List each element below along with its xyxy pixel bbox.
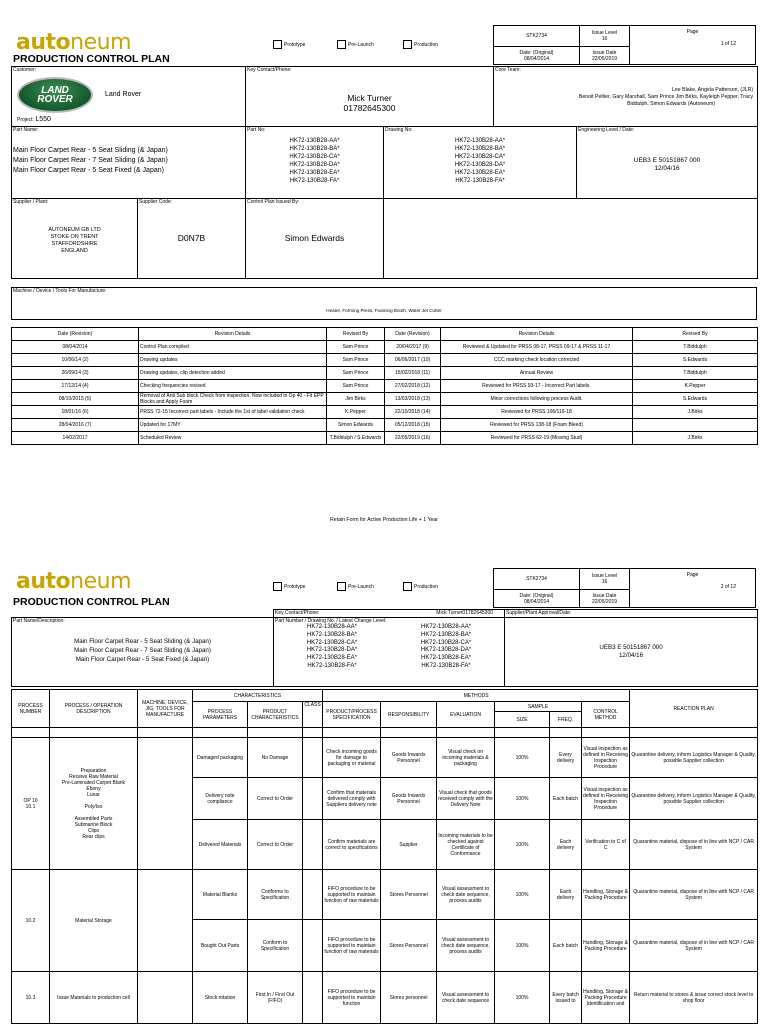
checkbox-icon — [403, 40, 412, 49]
machine-cell — [138, 972, 193, 1024]
stk-number: STK2734 — [494, 569, 580, 590]
drawing-no-list — [385, 137, 575, 186]
machine-cell — [138, 738, 193, 870]
control-plan-cell: Supplier — [381, 820, 437, 870]
revision-cell: 13/03/2018 (13) — [385, 393, 441, 406]
control-plan-row — [12, 870, 758, 920]
control-plan-cell: Goods Inwards Personnel — [381, 738, 437, 778]
prototype-checkbox[interactable]: Prototype — [273, 582, 305, 591]
contact-phone: 01782645300 — [343, 103, 396, 114]
revision-cell: Reviewed & Updated for PRSS 08-17, PRSS 09-17 & PRSS 11-17 — [441, 341, 633, 354]
col-freq: FREQ. — [550, 712, 582, 728]
revision-cell: CCC marking check location corrected — [441, 354, 633, 367]
page-number: 1 of 12 — [720, 41, 736, 47]
part-no-list — [247, 137, 382, 186]
revision-cell: J.Birks — [633, 432, 758, 445]
drawing-no: HK72-130B28-BA* — [455, 146, 506, 153]
autoneum-logo: autoneum — [16, 569, 131, 594]
revision-row — [12, 393, 758, 406]
control-plan-cell: Handling, Storage & Packing Procedure — [582, 870, 630, 920]
control-plan-cell: 100% — [495, 972, 550, 1024]
project-label: Project: — [17, 117, 34, 123]
issued-by-label: Control Plan Issued By: — [247, 199, 300, 205]
issued-by: Simon Edwards — [284, 233, 345, 243]
process-number: OP 10 10.1 — [12, 738, 50, 870]
control-plan-cell: FIFO procedure to be supported to maintain function of raw materials — [323, 870, 381, 920]
revision-cell: 22/05/2019 (16) — [385, 432, 441, 445]
part-no: HK72-130B28-CA* — [289, 154, 340, 161]
contact-label: Key Contact/Phone: — [247, 67, 292, 73]
control-plan-cell: No Damage — [248, 738, 303, 778]
control-plan-cell: Each batch — [550, 778, 582, 820]
revision-cell: Drawing updates, clip detection added — [139, 367, 327, 380]
revision-row — [12, 341, 758, 354]
revision-header-cell: Revised By — [327, 328, 385, 341]
approval-label: Supplier/Plant Approval/Date: — [506, 610, 572, 616]
revision-cell: 10/06/14 (2) — [12, 354, 139, 367]
process-number: 10.2 — [12, 870, 50, 972]
control-plan-row — [12, 920, 758, 972]
issue-level-label: Issue Level — [591, 30, 618, 36]
revision-table — [11, 327, 758, 445]
control-plan-cell: Each delivery — [550, 820, 582, 870]
revision-cell: 27/02/2018 (12) — [385, 380, 441, 393]
control-plan-cell: Visual check on incoming materials & packaging — [437, 738, 495, 778]
part-no: HK72-130B28-EA* — [289, 170, 340, 177]
revision-cell: K.Pepper — [327, 406, 385, 419]
revision-cell: T.Biddulph — [633, 341, 758, 354]
control-plan-cell: Quarantine material, dispose of in line with NCP / CAR System — [630, 820, 758, 870]
part-name-label: Part Name: — [13, 127, 39, 133]
revision-cell: Simon Edwards — [327, 419, 385, 432]
issue-date: 22/05/2019 — [591, 55, 618, 62]
col-reaction: REACTION PLAN — [630, 690, 758, 728]
control-plan-cell: Quarantine delivery, inform Logistics Manager & Quality, possible Supplier collection — [630, 778, 758, 820]
revision-cell: 20/04/2017 (9) — [385, 341, 441, 354]
revision-row — [12, 354, 758, 367]
sample-header: SAMPLE — [495, 702, 582, 712]
col-spec: PRODUCT/PROCESS SPECIFICATION — [323, 702, 381, 728]
date-original: 08/04/2014 — [523, 55, 550, 62]
control-plan-cell: Each delivery — [550, 870, 582, 920]
doc-info-table — [493, 25, 756, 65]
control-plan-cell: 100% — [495, 870, 550, 920]
control-plan-cell: Confirm that materials delivered comply with Suppliers delivery note — [323, 778, 381, 820]
control-plan-cell: Correct to Order — [248, 778, 303, 820]
core-team-line: Lee Blake, Angela Patterson, (JLR) — [672, 87, 754, 93]
revision-header-cell: Revised By — [633, 328, 758, 341]
contact-name: Mick Turner — [347, 93, 392, 103]
drawing-no: HK72-130B28-EA* — [455, 170, 506, 177]
revision-row — [12, 367, 758, 380]
control-plan-cell: 100% — [495, 920, 550, 972]
col-proc-params: PROCESS PARAMETERS — [193, 702, 248, 728]
customer-label: Customer: — [13, 67, 37, 73]
revision-cell: Sam Prince — [327, 367, 385, 380]
part-name-list: Main Floor Carpet Rear - 5 Seat Sliding (& Japan) Main Floor Carpet Rear - 7 Seat Sliding (& Japan) Main Floor Carpet Rear - 5 Seat Fixed (& Japan) — [74, 638, 211, 663]
prototype-checkbox[interactable]: Prototype — [273, 40, 305, 49]
issue-level-label: Issue Level — [591, 573, 618, 579]
process-description: Material Storage — [50, 870, 138, 972]
checkbox-icon — [337, 582, 346, 591]
date-original: 08/04/2014 — [523, 598, 550, 605]
revision-header-row — [12, 328, 758, 341]
revision-cell: Sam Prince — [327, 354, 385, 367]
control-plan-cell — [303, 778, 323, 820]
revision-cell: 15/02/2018 (11) — [385, 367, 441, 380]
col-process-number: PROCESS NUMBER — [12, 690, 50, 728]
control-plan-cell: Delivery note compliance — [193, 778, 248, 820]
revision-cell — [633, 419, 758, 432]
revision-cell: Reviewed for PRSS 106/116-18 — [441, 406, 633, 419]
machine-cell — [138, 870, 193, 972]
drawing-no: HK72-130B28-FA* — [455, 178, 505, 185]
land-rover-logo: LAND ROVER — [17, 77, 93, 113]
autoneum-logo: autoneum — [16, 30, 131, 55]
control-plan-cell: Check incoming goods for damage to packaging or material — [323, 738, 381, 778]
col-class: CLASS — [303, 702, 323, 728]
control-plan-cell: Return material to stores & issue correct stock level to shop floor — [630, 972, 758, 1024]
control-plan-cell: First In / First Out (FIFO) — [248, 972, 303, 1024]
machine-list: Heater, Forming Press, Foaming Booth, Water Jet Cutter — [326, 308, 442, 313]
part-no: HK72-130B28-FA* — [289, 178, 340, 185]
core-team-line: Biddulph, Simon Edwards (Autoneum) — [627, 101, 716, 108]
revision-cell: T.Biddulph — [633, 367, 758, 380]
methods-header: METHODS — [323, 690, 630, 702]
control-plan-row — [12, 972, 758, 1024]
control-plan-cell: Delivered Materials — [193, 820, 248, 870]
drawing-no: HK72-130B28-DA* — [454, 162, 506, 169]
supplier-code-label: Supplier Code: — [139, 199, 173, 205]
core-team-label: Core Team: — [495, 67, 521, 73]
control-plan-cell: Confirm materials are correct to specifications — [323, 820, 381, 870]
revision-row — [12, 380, 758, 393]
control-plan-cell: Handling, Storage & Packing Procedure Identification and — [582, 972, 630, 1024]
revision-header-cell: Date (Revision) — [385, 328, 441, 341]
control-plan-cell: Quarantine material, dispose of in line with NCP / CAR System — [630, 870, 758, 920]
revision-cell: Scheduled Review — [139, 432, 327, 445]
col-prod-chars: PRODUCT CHARACTERISTICS — [248, 702, 303, 728]
revision-cell: PRSS 72-15 Incorrect part labels - Include the 1st of label validation check — [139, 406, 327, 419]
revision-cell: Sam Prince — [327, 341, 385, 354]
control-plan-cell: Bought Out Parts — [193, 920, 248, 972]
issue-level: 16 — [601, 36, 608, 42]
revision-header-cell: Revision Details — [441, 328, 633, 341]
project-code: L550 — [35, 116, 51, 123]
eng-date: 12/04/16 — [654, 165, 680, 173]
control-plan-cell: 100% — [495, 820, 550, 870]
revision-cell: Reviewed for PRSS 138-18 (Foam Bleed) — [441, 419, 633, 432]
control-plan-cell — [303, 920, 323, 972]
part-desc-label: Part Name/Description: — [13, 618, 65, 624]
control-plan-cell: Visual check that goods received comply with the Delivery Note — [437, 778, 495, 820]
control-plan-row — [12, 778, 758, 820]
control-plan-cell — [303, 738, 323, 778]
issue-level: 16 — [601, 579, 608, 585]
revision-header-cell: Revision Details — [139, 328, 327, 341]
stk-number: STK2734 — [494, 26, 580, 47]
supplier-address: AUTONEUM GB LTD STOKE ON TRENT STAFFORDSHIRE ENGLAND — [48, 227, 101, 255]
control-plan-cell — [303, 972, 323, 1024]
control-plan-cell: FIFO procedure to be supported to maintain function — [323, 972, 381, 1024]
control-plan-cell: Conforms to Specification — [248, 870, 303, 920]
page-label: Page — [686, 29, 699, 35]
col-size: SIZE — [495, 712, 550, 728]
part-no-label: Part No: — [247, 127, 266, 133]
control-plan-cell: Visual assessment to check date sequence, process audits — [437, 870, 495, 920]
machine-label: Machine / Device / Tools For Manufacture: — [13, 288, 107, 294]
control-plan-cell: Visual assessment to check date sequence, process audits — [437, 920, 495, 972]
revision-cell: Reviewed for PRSS 93-17 - Incorrect Part labels. — [441, 380, 633, 393]
col-control: CONTROL METHOD — [582, 702, 630, 728]
control-plan-cell: Stores Personnel — [381, 870, 437, 920]
control-plan-cell: Quarantine delivery, inform Logistics Manager & Quality, possible Supplier collection — [630, 738, 758, 778]
page-label: Page — [686, 572, 699, 578]
revision-cell: 08/04/2014 — [12, 341, 139, 354]
issue-date-label: Issue Date — [592, 592, 617, 599]
part-no: HK72-130B28-DA* — [289, 162, 340, 169]
control-plan-cell: Every delivery — [550, 738, 582, 778]
drawing-no: HK72-130B28-CA* — [454, 154, 506, 161]
col-process-desc: PROCESS / OPERATION DESCRIPTION — [50, 690, 138, 728]
eng-level: UEB3 E 50151867 000 — [633, 157, 701, 164]
revision-cell: S.Edwards — [633, 393, 758, 406]
control-plan-cell: Handling, Storage & Packing Procedure — [582, 920, 630, 972]
page-title: PRODUCTION CONTROL PLAN — [13, 596, 170, 608]
checkbox-icon — [337, 40, 346, 49]
control-plan-cell: Goods Inwards Personnel — [381, 778, 437, 820]
control-plan-row — [12, 738, 758, 778]
prelaunch-checkbox[interactable]: Pre-Launch — [337, 40, 374, 49]
supplier-label: Supplier / Plant: — [13, 199, 49, 205]
part-name: Main Floor Carpet Rear - 5 Seat Sliding (& Japan) — [13, 147, 168, 154]
eng-level-label: Engineering Level / Date: — [578, 127, 635, 133]
process-description: Issue Materials to production cell — [50, 972, 138, 1024]
control-plan-cell: 100% — [495, 738, 550, 778]
part-no-list: HK72-130B28-AA* HK72-130B28-BA* HK72-130B28-CA* HK72-130B28-DA* HK72-130B28-EA* HK72-130B28-FA* — [306, 624, 358, 669]
revision-cell: Drawing updates — [139, 354, 327, 367]
checkbox-icon — [403, 582, 412, 591]
revision-cell: 17/12/14 (4) — [12, 380, 139, 393]
control-plan-cell: Every batch issued to — [550, 972, 582, 1024]
part-name: Main Floor Carpet Rear - 5 Seat Fixed (& Japan) — [13, 166, 164, 174]
process-description: Preparation Receive Raw Material Pre-Laminated Carpet Blank Ebony Lunar Poly/Iso Assembled Parts Submarine Block Clips Rear clips — [50, 738, 138, 870]
core-team-line: Benoit Peltier, Gary Marshall, Sam Prince Jim Birks, Kayleigh Pepper, Tracy — [578, 94, 754, 101]
supplier-code: D0N7B — [177, 233, 206, 243]
revision-cell: Control Plan compiled — [139, 341, 327, 354]
revision-cell: S.Edwards — [633, 354, 758, 367]
part-name-list — [13, 146, 244, 175]
page-number: 2 of 12 — [720, 584, 736, 590]
control-plan-cell: FIFO procedure to be supported to maintain function of raw materials — [323, 920, 381, 972]
revision-cell: 08/10/2015 (5) — [12, 393, 139, 406]
revision-cell: J.Birks — [633, 406, 758, 419]
date-original-label: Date: (Original) — [519, 592, 554, 599]
revision-cell: Removal of Anti Sub block Check from inspection. Now included in Op 40 - Fit EPP Blocks and Apply Foam — [139, 393, 327, 406]
machine-table — [11, 287, 757, 320]
part-info-table-2 — [11, 609, 758, 687]
contact-label: Key Contact/Phone: — [275, 610, 320, 616]
drawing-no-list: HK72-130B28-AA* HK72-130B28-BA* HK72-130B28-CA* HK72-130B28-DA* HK72-130B28-EA* HK72-130B28-FA* — [420, 624, 472, 669]
customer-name: Land Rover — [105, 90, 142, 98]
revision-cell: Sam Prince — [327, 380, 385, 393]
control-plan-row — [12, 820, 758, 870]
revision-cell: Checking frequencies revised — [139, 380, 327, 393]
revision-cell: 26/09/14 (3) — [12, 367, 139, 380]
process-number: 10.3 — [12, 972, 50, 1024]
drawing-no-label: Drawing No: — [385, 127, 413, 133]
issue-date: 22/05/2019 — [591, 598, 618, 605]
revision-cell: Jim Birks — [327, 393, 385, 406]
production-checkbox[interactable]: Production — [403, 582, 438, 591]
col-eval: EVALUATION — [437, 702, 495, 728]
revision-cell: 22/10/2018 (14) — [385, 406, 441, 419]
control-plan-cell: Material Blanks — [193, 870, 248, 920]
revision-cell: Annual Review — [441, 367, 633, 380]
col-machine: MACHINE, DEVICE, JIG, TOOLS FOR MANUFACTURE — [138, 690, 193, 728]
revision-cell: 06/06/2017 (10) — [385, 354, 441, 367]
drawing-no: HK72-130B28-AA* — [455, 138, 506, 144]
control-plan-cell: Damaged packaging — [193, 738, 248, 778]
control-plan-cell: Conform to Specification — [248, 920, 303, 972]
part-name: Main Floor Carpet Rear - 7 Seat Sliding (& Japan) — [13, 156, 168, 164]
revision-row — [12, 419, 758, 432]
part-no: HK72-130B28-AA* — [289, 138, 340, 144]
date-original-label: Date: (Original) — [519, 49, 554, 56]
control-plan-cell: Quarantine material, dispose of in line with NCP / CAR System — [630, 920, 758, 972]
control-plan-cell: 100% — [495, 778, 550, 820]
retain-note: Retain Form for Active Production Life + 1 Year — [330, 517, 438, 523]
control-plan-cell: Incoming materials to be checked against Certificate of Conformance — [437, 820, 495, 870]
revision-cell: 18/01/16 (6) — [12, 406, 139, 419]
page-title: PRODUCTION CONTROL PLAN — [13, 53, 170, 65]
control-plan-cell: Stores personnel — [381, 972, 437, 1024]
control-plan-cell — [303, 870, 323, 920]
control-plan-cell: Visual assessment to check date sequence — [437, 972, 495, 1024]
revision-cell: 05/12/2018 (15) — [385, 419, 441, 432]
characteristics-header: CHARACTERISTICS — [193, 690, 323, 702]
revision-cell: K.Pepper — [633, 380, 758, 393]
plan-info-table — [11, 66, 758, 279]
doc-info-table — [493, 568, 756, 608]
revision-row — [12, 406, 758, 419]
prelaunch-checkbox[interactable]: Pre-Launch — [337, 582, 374, 591]
revision-header-cell: Date (Revision) — [12, 328, 139, 341]
col-resp: RESPONSIBILITY — [381, 702, 437, 728]
control-plan-cell: Verification to C of C — [582, 820, 630, 870]
revision-cell: Updated for 17MY — [139, 419, 327, 432]
revision-cell: Minor corrections following process Audit. — [441, 393, 633, 406]
eng-date: 12/04/16 — [618, 652, 644, 660]
revision-cell: Reviewed for PRSS 62-19 (Missing Stud) — [441, 432, 633, 445]
control-plan-cell: Visual inspection as defined in Receiving Inspection Procedure — [582, 738, 630, 778]
revision-row — [12, 432, 758, 445]
control-plan-cell: Stores Personnel — [381, 920, 437, 972]
control-plan-cell: Visual inspection as defined in Receiving Inspection Procedure — [582, 778, 630, 820]
part-number-label: Part Number / Drawing No. / Latest Change Level: — [275, 618, 387, 624]
production-checkbox[interactable]: Production — [403, 40, 438, 49]
contact: Mick Turner01782645300 — [436, 610, 494, 616]
revision-cell: T.Biddulph / S.Edwards — [327, 432, 385, 445]
revision-cell: 14/02/2017 — [12, 432, 139, 445]
part-no: HK72-130B28-BA* — [289, 146, 340, 153]
control-plan-cell: Each batch — [550, 920, 582, 972]
control-plan-table — [11, 689, 758, 1024]
control-plan-cell — [303, 820, 323, 870]
checkbox-icon — [273, 40, 282, 49]
issue-date-label: Issue Date — [592, 49, 617, 56]
checkbox-icon — [273, 582, 282, 591]
control-plan-cell: Stock rotation — [193, 972, 248, 1024]
revision-cell: 28/04/2016 (7) — [12, 419, 139, 432]
control-plan-cell: Correct to Order — [248, 820, 303, 870]
eng-level: UEB3 E 50151867 000 — [599, 644, 663, 651]
